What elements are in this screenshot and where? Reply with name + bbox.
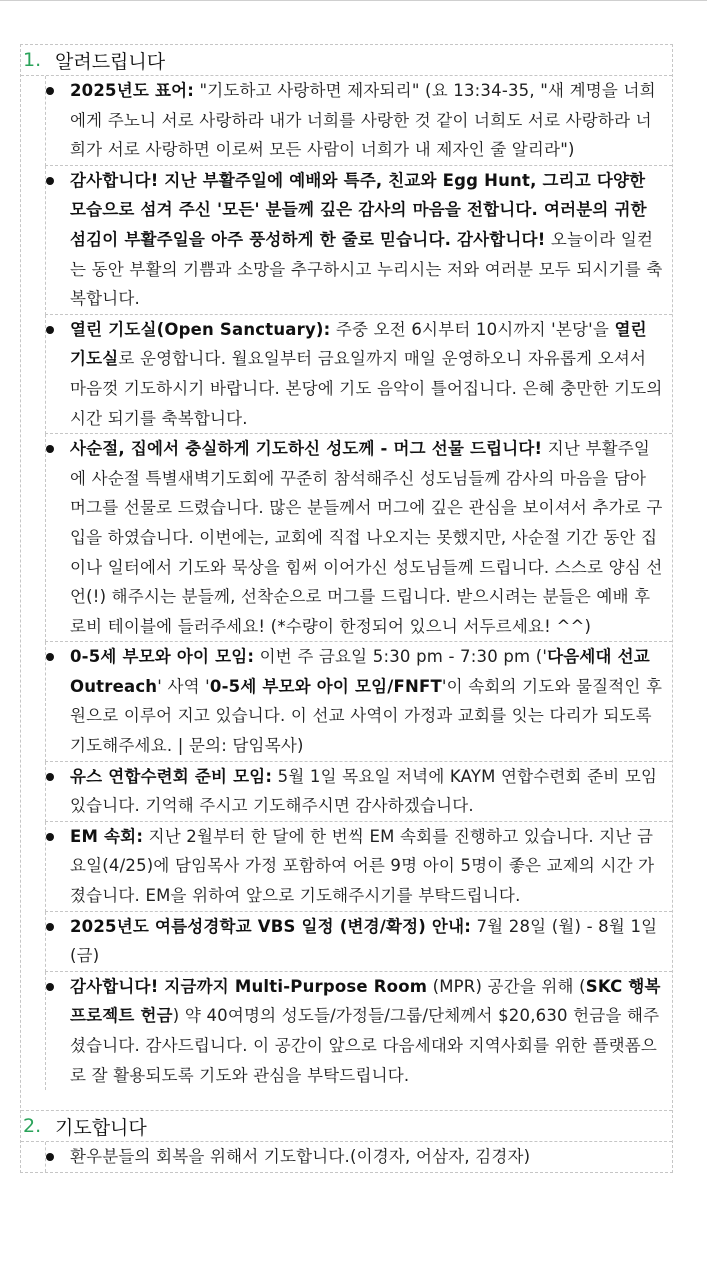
item-bold-phrase-2: 0-5세 부모와 아이 모임/FNFT (209, 676, 442, 696)
item-lead: 2025년도 표어: (70, 81, 195, 100)
item-text: "기도하고 사랑하면 제자되리" (요 13:34-35, "새 계명을 너희에게 주노니 서로 사랑하라 내가 너희를 사랑한 것 같이 너희도 서로 사랑하라 너희가 서로 사랑하면 이로써 모든 사람이 너희가 내 제자인 줄 알리라") (70, 81, 656, 160)
list-item (45, 434, 672, 642)
bullet-icon (46, 87, 54, 95)
item-text: (MPR) 공간을 위해 ( (427, 976, 586, 996)
list-item (45, 315, 672, 434)
item-text: 7월 28일 (월) - 8월 1일 (금) (70, 916, 658, 966)
list-item (45, 972, 672, 1090)
item-text: 지난 부활주일에 사순절 특별새벽기도회에 꾸준히 참석해주신 성도님들께 감사의 마음을 담아 머그를 선물로 드렸습니다. 많은 분들께서 머그에 깊은 관심을 보이셔서 추가로 구입을 하였습니다. 이번에는, 교회에 직접 나오지는 못했지만, 사순절 기간 동안 집이나 일터에서 기도와 묵상을 힘써 이어가신 성도님들께 드립니다. 스스로 양심 선언(!) 해주시는 분들께, 선착순으로 머그를 드립니다. 받으시려는 분들은 예배 후 로비 테이블에 들러주세요! (*수량이 한정되어 있으니 서두르세요! ^^) (70, 439, 663, 636)
item-lead: 2025년도 여름성경학교 VBS 일정 (변경/확정) 안내: (70, 916, 472, 936)
item-bold-phrase: 다음세대 선교 Outreach (70, 647, 650, 696)
section-number: 2. (23, 1115, 42, 1138)
list-item (45, 642, 672, 761)
section-header-announcements (21, 45, 672, 76)
item-text-tail: ) 약 40여명의 성도들/가정들/그룹/단체께서 $20,630 헌금을 해주셨습니다. 감사드립니다. 이 공간이 앞으로 다음세대와 지역사회를 위한 플랫폼으로 잘 활용되도록 기도와 관심을 부탁드립니다. (70, 1006, 660, 1085)
list-item (45, 822, 672, 912)
item-text: 주중 오전 6시부터 10시까지 '본당'을 (330, 319, 615, 339)
item-text: 환우분들의 회복을 위해서 기도합니다.(이경자, 어삼자, 김경자) (70, 1147, 531, 1167)
section-number: 1. (23, 49, 42, 71)
list-item (45, 1142, 672, 1172)
bulletin-document (20, 44, 673, 1173)
bullet-icon (46, 833, 54, 841)
item-text-tail-2: '이 속회의 기도와 물질적인 후원으로 이루어 지고 있습니다. 이 선교 사역이 가정과 교회를 잇는 다리가 되도록 기도해주세요. | 문의: 담임목사) (70, 676, 663, 756)
bullet-icon (46, 326, 54, 334)
item-lead: EM 속회: (70, 826, 144, 846)
item-lead: 사순절, 집에서 충실하게 기도하신 성도께 - 머그 선물 드립니다! (70, 439, 543, 459)
item-bold-phrase: 열린 기도실 (70, 319, 647, 369)
item-text-tail: 로 운영합니다. 월요일부터 금요일까지 매일 운영하오니 자유롭게 오셔서 마음껏 기도하시기 바랍니다. 본당에 기도 음악이 틀어집니다. 은혜 충만한 기도의 시간 되기를 축복합니다. (70, 349, 663, 428)
list-item (45, 76, 672, 166)
item-lead: 유스 연합수련회 준비 모임: (70, 766, 273, 786)
bullet-icon (46, 1153, 54, 1161)
section-title: 기도합니다 (55, 1116, 147, 1139)
top-divider (0, 0, 707, 1)
bullet-icon (46, 923, 54, 931)
item-text: 이번 주 금요일 5:30 pm - 7:30 pm (' (254, 647, 548, 667)
item-lead: 0-5세 부모와 아이 모임: (70, 647, 255, 667)
list-item (45, 912, 672, 972)
section-header-prayer (21, 1110, 672, 1142)
list-item (45, 166, 672, 315)
bullet-icon (46, 445, 54, 453)
item-lead: 열린 기도실(Open Sanctuary): (70, 319, 331, 339)
announcement-list (21, 76, 672, 1090)
item-text: 지난 2월부터 한 달에 한 번씩 EM 속회를 진행하고 있습니다. 지난 금요일(4/25)에 담임목사 가정 포함하여 어른 9명 아이 5명이 좋은 교제의 시간 가졌습니다. EM을 위하여 앞으로 기도해주시기를 부탁드립니다. (70, 826, 655, 906)
prayer-list (21, 1142, 672, 1172)
item-lead: 감사합니다! 지난 부활주일에 예배와 특주, 친교와 Egg Hunt, 그리고 다양한 모습으로 섬겨 주신 '모든' 분들께 깊은 감사의 마음을 전합니다. 여러분의 귀한 섬김이 부활주일을 아주 풍성하게 한 줄로 믿습니다. 감사합니다! (70, 170, 647, 249)
item-text: 5월 1일 목요일 저녁에 KAYM 연합수련회 준비 모임 있습니다. 기억해 주시고 기도해주시면 감사하겠습니다. (70, 766, 658, 816)
item-lead: 감사합니다! 지금까지 Multi-Purpose Room (70, 976, 428, 996)
item-text-tail: ' 사역 ' (157, 676, 210, 696)
list-item (45, 762, 672, 822)
bullet-icon (46, 773, 54, 781)
item-text: 오늘이라 일컫는 동안 부활의 기쁨과 소망을 추구하시고 누리시는 저와 여러분 모두 되시기를 축복합니다. (70, 229, 663, 309)
bullet-icon (46, 983, 54, 991)
item-bold-phrase: SKC 행복 프로젝트 헌금 (70, 976, 661, 1026)
bullet-icon (46, 177, 54, 185)
bullet-icon (46, 653, 54, 661)
section-title: 알려드립니다 (55, 50, 166, 73)
